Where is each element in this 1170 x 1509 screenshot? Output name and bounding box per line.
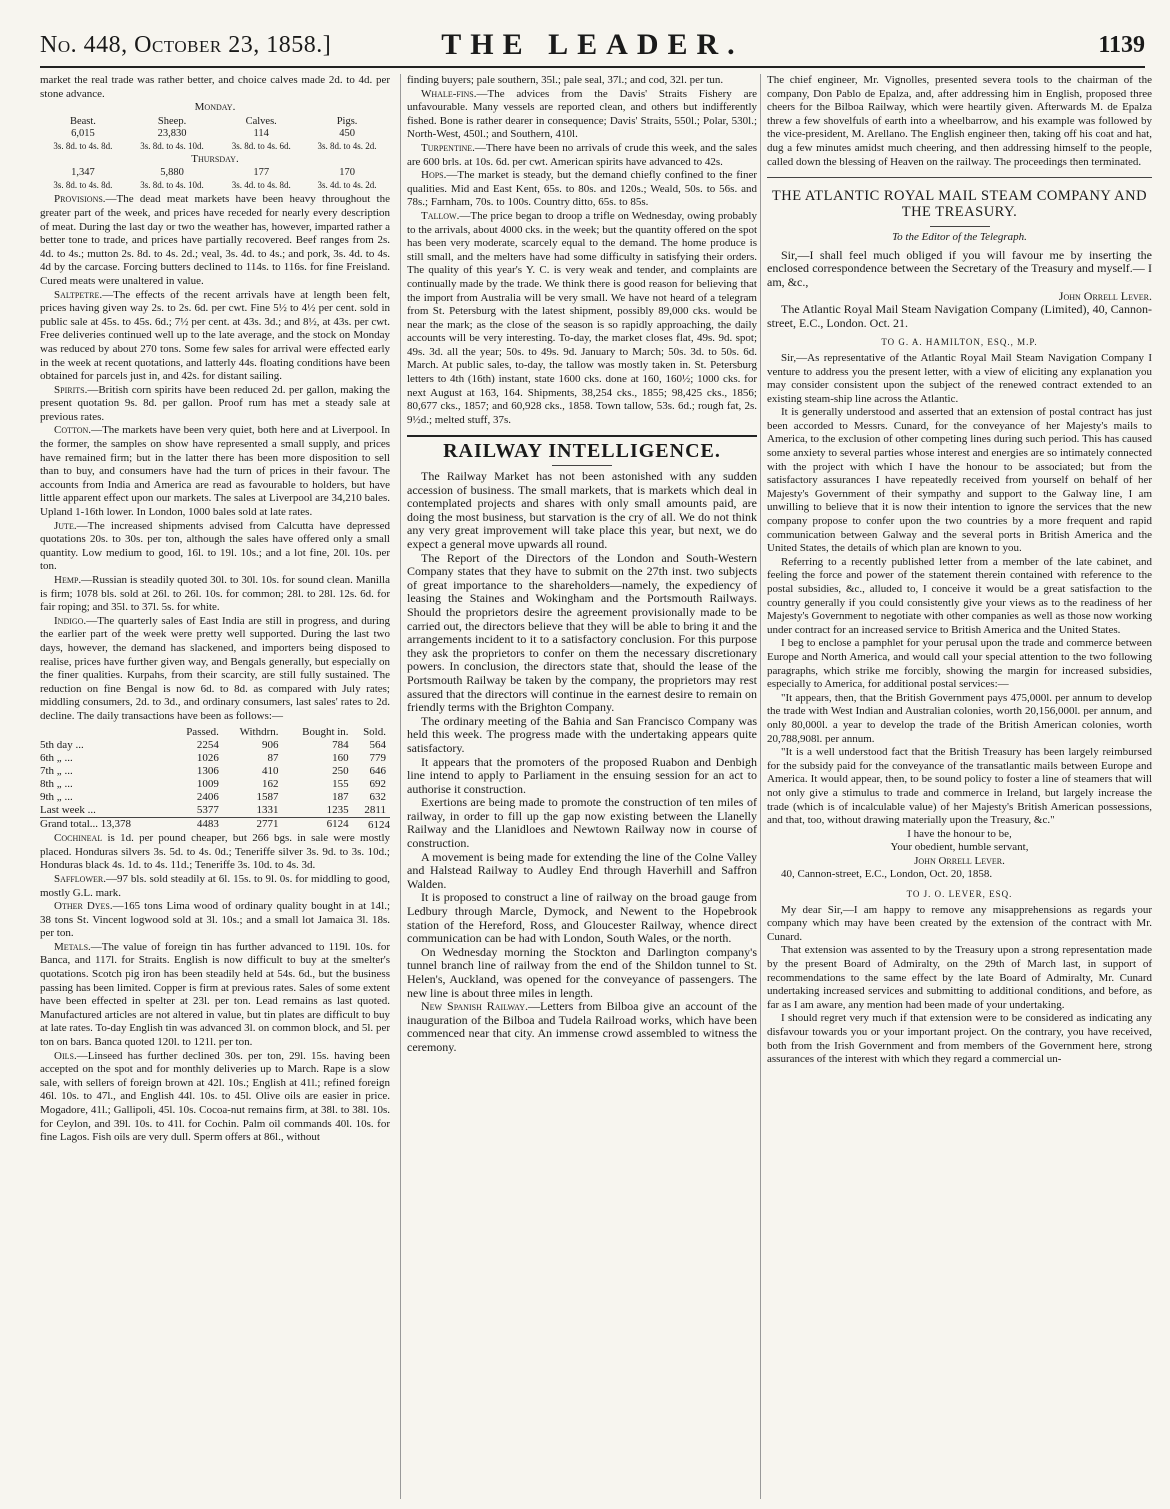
letter-paragraph: I should regret very much if that extension were to be considered as indicating any disfavour towards you or your important project. On the contrary, you have received, both from the Irish Government and from members of the Government here, strong assurances of the interest with which they regard a commercial un- (767, 1012, 1152, 1066)
newspaper-title: THE LEADER. (441, 28, 744, 61)
market-paragraph: Hemp.—Russian is steadily quoted 30l. to 30l. 10s. for sound clean. Manilla is firm; 1078 bls. sold at 26l. to 26l. 10s. for common; 28l. to 28l. 12s. 6d. for fair roping; and 35l. to 37l. 5s. for white. (40, 574, 390, 614)
monday-price-sheep: 3s. 8d. to 4s. 10d. (140, 140, 204, 151)
thursday-price-pigs: 3s. 4d. to 4s. 2d. (317, 180, 377, 191)
article-title-atlantic: THE ATLANTIC ROYAL MAIL STEAM COMPANY AND THE TREASURY. (771, 188, 1148, 221)
market-paragraph: Cochineal is 1d. per pound cheaper, but 266 bgs. in sale were mostly placed. Honduras silvers 3s. 5d. to 4s. 0d.; Teneriffe silver 3s. 9d. to 3s. 10d.; Honduras black 4s. 1d. to 4s. 11d.; Teneriffe 3s. 10d. to 4s. 3d. (40, 832, 390, 872)
masthead (40, 26, 1145, 68)
thursday-price-beast: 3s. 8d. to 4s. 8d. (53, 180, 113, 191)
continued-paragraph: The chief engineer, Mr. Vignolles, presented severa tools to the chairman of the company, Don Pablo de Epalza, and, after addressing him in English, proposed three cheers for the Bilboa Railway, which were heartily given. Afterwards M. de Epalza threw a few shovelfuls of earth into a wheelbarrow, and his example was followed by the vice-president, M. Arellano. The English engineer then, taking off his coat and hat, dug a few minutes amidst much cheering, and then addressing himself to the people, called down the blessing of Heaven on the railway. The proceedings then terminated. (767, 74, 1152, 168)
header-passed: Passed. (186, 725, 219, 738)
market-paragraph: Metals.—The value of foreign tin has further advanced to 119l. 10s. for Banca, and 117l. for Straits. English is now difficult to buy at the smelter's quotations. Scotch pig iron has been steadily held at 54s. 6d., but the business passing has been limited. Copper is firm at previous rates. Sales of some extent have been effected in spelter at 23l. per ton. Lead remains as last quoted. Manufactured articles are not altered in value, but tin plates are difficult to buy at late rates. To-day English tin was advanced 3l. on common block, and 5l. per ton on bars. Banca quoted 120l. to 121l. per ton. (40, 940, 390, 1049)
railway-paragraph: The Railway Market has not been astonished with any sudden accession of business. The small markets, that is markets which deal in contemplated projects and shares with only small amounts paid, are doing the most business, but starvation is the cry of all. We do not think any very great improvement will take place this year, but next, we do expect a general move upwards all round. (407, 469, 757, 551)
railway-paragraph: The Report of the Directors of the London and South-Western Company states that they have to submit on the 27th inst. two subjects of great importance to the shareholders—namely, the expediency of leasing the Staines and Wokingham and the Portsmouth Railways. Should the proprietors desire the agreement provisionally made to be carried out, the directors believe that they will be able to bring it and the arrangements incident to it to a satisfactory conclusion. For this purpose they ask the proprietors to confer on them the necessary discretionary powers. In conclusion, the directors state that, should the lease of the Portsmouth Railway be taken by the company, the proprietors may rest assured that the directors will continue in the earnest desire to remain on friendly terms with the Brighton Company. (407, 550, 757, 715)
thursday-price-sheep: 3s. 8d. to 4s. 10d. (140, 180, 204, 191)
market-paragraph: Hops.—The market is steady, but the demand chiefly confined to the finer qualities. Mid and East Kent, 65s. to 80s. and 120s.; Weald, 50s. to 56s. and 78s.; Farnham, 70s. to 100s. Country ditto, 65s. to 85s. (407, 169, 757, 209)
monday-count-pigs: 450 (339, 127, 355, 139)
section-title-railway: RAILWAY INTELLIGENCE. (407, 435, 757, 459)
monday-price-calves: 3s. 8d. to 4s. 6d. (231, 140, 291, 151)
thursday-count-calves: 177 (253, 167, 270, 179)
intro-paragraph: market the real trade was rather better, and choice calves made 2d. to 4d. per stone advance. (40, 74, 390, 100)
header-calves: Calves. (245, 115, 277, 127)
indigo-total-sold: 6124 (368, 818, 390, 831)
letter-paragraph: "It is a well understood fact that the British Treasury has been largely reimbursed for the subsidy paid for the conveyance of the transatlantic mails between Europe and America. It would appear, then, to be sound policy to foster a line of steamers that will not only give a stimulus to trade and commerce in Ireland, but largely increase the trade (which is of incalculable value) of her Majesty's British American possessions, and that, too, without drawing materially upon the Treasury, &c." (767, 746, 1152, 827)
table-row: 5th day ... 2254 906 784 564 (40, 738, 386, 751)
market-paragraph: Whale-fins.—The advices from the Davis' Straits Fishery are unfavourable. Many vessels are reported clean, and others but indifferently fished. Bone is rather dearer in consequence; Davis' Straits, 550l.; Polar, 530l.; North-West, 450l.; and Southern, 410l. (407, 87, 757, 141)
divider (930, 226, 990, 227)
railway-paragraph: On Wednesday morning the Stockton and Darlington company's tunnel branch line of railway from the end of the Shildon tunnel to St. Helen's, Auckland, was opened for the conveyance of passengers. The new line is about three miles in length. (407, 944, 757, 1000)
thursday-count-pigs: 170 (339, 167, 355, 179)
railway-section (407, 470, 757, 1055)
addressee-lever: TO J. O. LEVER, ESQ. (906, 889, 1013, 900)
letter-paragraph: I beg to enclose a pamphlet for your perusal upon the trade and commerce between Europe and North America, and would call your special attention to the two following paragraphs, which strike me forcibly, showing the margin for increased subsidies, especially to America, for additional postal services:— (767, 637, 1152, 691)
issue-date: No. 448, October 23, 1858.] (40, 32, 332, 58)
table-row: Last week ... 5377 1331 1235 2811 (40, 803, 386, 816)
monday-count-sheep: 23,830 (157, 127, 187, 139)
header-bought-in: Bought in. (302, 725, 349, 738)
closing-line: Your obedient, humble servant, (890, 841, 1029, 854)
railway-paragraph: New Spanish Railway.—Letters from Bilboa give an account of the inauguration of the Bilboa and Tudela Railroad works, which have been commenced near that city. An immense crowd assembled to witness the ceremony. (407, 999, 757, 1054)
thursday-count-sheep: 5,880 (160, 167, 184, 179)
railway-paragraph: The ordinary meeting of the Bahia and San Francisco Company was held this week. The progress made with the undertaking appears quite satisfactory. (407, 713, 757, 755)
indigo-transactions-table (40, 726, 390, 831)
thursday-label: Thursday. (191, 152, 239, 165)
table-row: 8th „ ... 1009 162 155 692 (40, 777, 386, 790)
market-paragraph: Indigo.—The quarterly sales of East India are still in progress, and during the earlier part of the week were pretty well supported. During the last two days, however, the demand has slackened, and importers being disposed to realise, prices have further given way, and Bengals generally, but especially on the finer qualities. Kurpahs, from their scarcity, are still fully sustained. The reduction on fine Bengal is now 6d. to 8d. as compared with July rates; middling consumers, 2d. to 3d., and ordinary consumers, last sales' rates to 2d. decline. The daily transactions have been as follows:— (40, 614, 390, 722)
header-withdrawn: Withdrn. (239, 725, 279, 738)
market-paragraph: Provisions.—The dead meat markets have been heavy throughout the greater part of the week, and prices have receded for nearly every description of meat. During the last day or two the weather has, however, imparted rather a better tone to trade, and prices have partially recovered. Beef ranges from 2s. 4d. to 4s.; mutton 2s. 8d. to 4s. 2d.; veal, 3s. 4d. to 4s.; and pork, 3s. 4d. to 4s. 4d by the carcase. Forcing butters declined to 114s. to 116s. for fine Freisland. Cured meats were unaltered in value. (40, 193, 390, 287)
market-paragraph: Other Dyes.—165 tons Lima wood of ordinary quality bought in at 14l.; 38 tons St. Vincent logwood sold at 3l. 10s.; and a small lot Jamaica 3l. 18s. per ton. (40, 900, 390, 940)
table-row: 6th „ ... 1026 87 160 779 (40, 751, 386, 764)
continued-paragraph: finding buyers; pale southern, 35l.; pale seal, 37l.; and cod, 32l. per tun. (407, 74, 724, 86)
letter-paragraph: It is generally understood and asserted that an extension of postal contract has just been accorded to Messrs. Cunard, for the conveyance of her Majesty's mails to America, to the exclusion of other competing lines during such period. This has caused some anxiety to several parties whose interest and energies are so intimately connected with the project with which I have the honour to be associated; but from the satisfactory assurances I have repeatedly received from yourself on behalf of her Majesty's Government of their sympathy and support to the Galway line, I am unwilling to believe that it is now their intention to ignore the services that the new company propose to confer upon the two countries by a more frequent and rapid communication between Galway and the several ports in British America and the United States, the details of which plan are known to you. (767, 406, 1152, 555)
signature: John Orrell Lever. (914, 854, 1005, 867)
monday-cattle-table (40, 116, 390, 152)
market-paragraph: Oils.—Linseed has further declined 30s. per ton, 29l. 15s. having been accepted on the spot and for monthly deliveries up to March. Rape is a slow sale, with sellers of foreign brown at 42l. 10s.; English at 41l.; refined foreign 46l. 10s. to 47l., and English 44l. 10s. to 45l. Olive oils are easier in price. Mogadore, 41l.; Gallipoli, 45l. 10s. Cocoa-nut remains firm, at 38l. to 38l. 10s. for Ceylon, and 39l. 10s. to 41l. for Cochin. Palm oil commands 40l. 10s. for fine Lagos. Fish oils are very dull. Sperm offers at 86l., without (40, 1049, 390, 1144)
letter-paragraph: "It appears, then, that the British Government pays 475,000l. per annum to develop the trade with West Indian and Australian colonies, worth 20,156,000l. per annum, and only 80,000l. a year to develop the trade of the British American colonies, worth 20,788,908l. per annum. (767, 691, 1152, 745)
address-line: 40, Cannon-street, E.C., London, Oct. 20, 1858. (781, 868, 993, 881)
header-sold: Sold. (363, 725, 386, 738)
monday-count-beast: 6,015 (71, 127, 95, 139)
market-paragraph: Cotton.—The markets have been very quiet, both here and at Liverpool. In the former, the samples on show have represented a small supply, and prices have remained firm; but in the latter there has been more disposition to sell than to buy, and consumers have had the turn of prices in their favour. The accounts from India and America are read as favourable to holders, but have little apparent effect upon our markets. The sales at Liverpool are 34,210 bales. Upland 1-16th lower. In London, 1000 bales sold at late rates. (40, 424, 390, 519)
column-2 (400, 74, 757, 1499)
divider (767, 177, 1152, 178)
column-3 (760, 74, 1152, 1499)
address-line: The Atlantic Royal Mail Steam Navigation Company (Limited), 40, Cannon-street, E.C., London. Oct. 21. (767, 302, 1152, 330)
letter-paragraph: Sir,—As representative of the Atlantic Royal Mail Steam Navigation Company I venture to address you the present letter, with a view of eliciting any explanation you may consider consistent upon the subject of the renewed contract extended to an existing steam-ship line across the Atlantic. (767, 351, 1152, 405)
market-paragraph: Jute.—The increased shipments advised from Calcutta have depressed quotations 20s. to 30s. per ton, although the sales have offered only a small quantity. Low medium to good, 16l. to 19l. 10s.; and a lot fine, 20l. 10s. per ton. (40, 519, 390, 573)
thursday-price-calves: 3s. 4d. to 4s. 8d. (231, 180, 291, 191)
table-row: 9th „ ... 2406 1587 187 632 (40, 790, 386, 803)
table-total-row: Grand total... 13,378 4483 2771 6124 (40, 817, 390, 831)
column-1 (40, 74, 390, 1499)
monday-price-beast: 3s. 8d. to 4s. 8d. (53, 140, 113, 151)
divider (552, 465, 612, 466)
closing-line: I have the honour to be, (907, 827, 1012, 840)
monday-count-calves: 114 (253, 127, 269, 139)
table-row: 7th „ ... 1306 410 250 646 (40, 764, 386, 777)
letter-paragraph: Referring to a recently published letter from a member of the late cabinet, and feeling the force and power of the statement therein contained with reference to the postal subsidies, &c., alluded to, I conceive it would be a great satisfaction to the country generally if you could consistently give your views as to the readiness of her Majesty's Government to negotiate with other companies as well as those now working under contract for an increased service to British America and the United States. (767, 555, 1152, 636)
header-beast: Beast. (69, 115, 96, 127)
to-editor-line: To the Editor of the Telegraph. (892, 231, 1027, 244)
railway-paragraph: It appears that the promoters of the proposed Ruabon and Denbigh line intend to apply to Parliament in the ensuing session for an act to authorise it construction. (407, 754, 757, 796)
header-pigs: Pigs. (336, 115, 358, 127)
letter-paragraph: My dear Sir,—I am happy to remove any misapprehensions as regards your company which may have been created by the extension of the contract with Mr. Cunard. (767, 903, 1152, 943)
market-paragraph: Saltpetre.—The effects of the recent arrivals have at length been felt, prices having given way 2s. to 2s. 6d. per cwt. Fine 5½ to 4½ per cent. sold in public sale at 45s. to 45s. 6d.; 7½ per cent. at 43s. 3d.; and 8½, at 43s. per cwt. Free deliveries continued well up to the late average, and the stock on Monday was reduced by about 270 tons. Some few sales for arrival were effected early in the week at recent quotations, and latterly 44s. floating conditions have been obtained for parcels just in, and 42s. for distant sailing. (40, 288, 390, 383)
railway-paragraph: Exertions are being made to promote the construction of ten miles of railway, in order to fill up the gap now existing between the Llanelly Railway and the Llanidloes and Newtown Railway now in course of construction. (407, 795, 757, 851)
market-paragraph: Spirits.—British corn spirits have been reduced 2d. per gallon, making the present quotation 9s. 8d. per gallon. Proof rum has met a steady sale at previous rates. (40, 383, 390, 423)
market-paragraph: Safflower.—97 bls. sold steadily at 6l. 15s. to 9l. 0s. for middling to good, mostly G.L. mark. (40, 872, 390, 899)
market-paragraph: Tallow.—The price began to droop a trifle on Wednesday, owing probably to the arrivals, about 4000 cks. in the week; but the quantity offered on the spot has been very moderate, scarcely equal to the demand. The home produce is still small, and the melters have had some difficulty in satisfying their orders. The quality of this year's Y. C. is very weak and tender, and complaints are continually made by the trade. We think there is good reason for believing that the import from Australia will be very small. We have not heard of a telegram from St. Petersburg with the latest shipment, possibly 89,000 cks. would be near the mark; as the close of the season is so rapidly approaching, the daily accounts will be very interesting. To-day, the market closes flat, 49s. 9d. spot; 49s. 3d. all the year; 50s. to 49s. 9d. January to March; 50s. 3d. to 50s. 6d. March. At public sales, to-day, the tallow was mostly taken in. St. Petersburg letters to 4th (16th) instant, state 1600 cks. done at 160, 160½; 1000 cks. for next August at 163, 164. Shipments, 38,254 cks., 1855; 98,425 cks., 1856; 80,677 cks., 1857; and 60,928 cks., 1858. Town tallow, 53s. 6d.; rough fat, 2s. 9½d.; melted stuff, 37s. (407, 209, 757, 426)
thursday-cattle-table (40, 167, 390, 191)
page-number: 1139 (1098, 32, 1145, 58)
monday-price-pigs: 3s. 8d. to 4s. 2d. (317, 140, 377, 151)
letter-paragraph: That extension was assented to by the Treasury upon a strong representation made by the present Board of Admiralty, on the 29th of March last, in support of recommendations to the same effect by the late Board of Admiralty, Mr. Cunard undertaking increased services and submitting to additional conditions, and before, as far as I am aware, any mention had been made of your undertaking. (767, 944, 1152, 1011)
thursday-count-beast: 1,347 (71, 167, 95, 179)
railway-paragraph: It is proposed to construct a line of railway on the broad gauge from Ledbury through Marcle, Dymock, and Newent to the Hopebrook station of the Hereford, Ross, and Gloucester Railway, whence direct communication can be had with London, South Wales, or the north. (407, 890, 757, 946)
addressee-hamilton: TO G. A. HAMILTON, ESQ., M.P. (881, 337, 1038, 348)
railway-paragraph: A movement is being made for extending the line of the Colne Valley and Halstead Railway to Audley End through Haverhill and Saffron Walden. (407, 849, 757, 891)
signature: John Orrell Lever. (1058, 288, 1152, 303)
letter-paragraph: Sir,—I shall feel much obliged if you will favour me by inserting the enclosed correspondence between the Secretary of the Treasury and myself.— I am, &c., (767, 247, 1152, 289)
market-paragraph: Turpentine.—There have been no arrivals of crude this week, and the sales are 600 brls. at 10s. 6d. per cwt. American spirits have advanced to 42s. (407, 141, 757, 168)
monday-label: Monday. (194, 101, 236, 114)
header-sheep: Sheep. (157, 115, 187, 127)
